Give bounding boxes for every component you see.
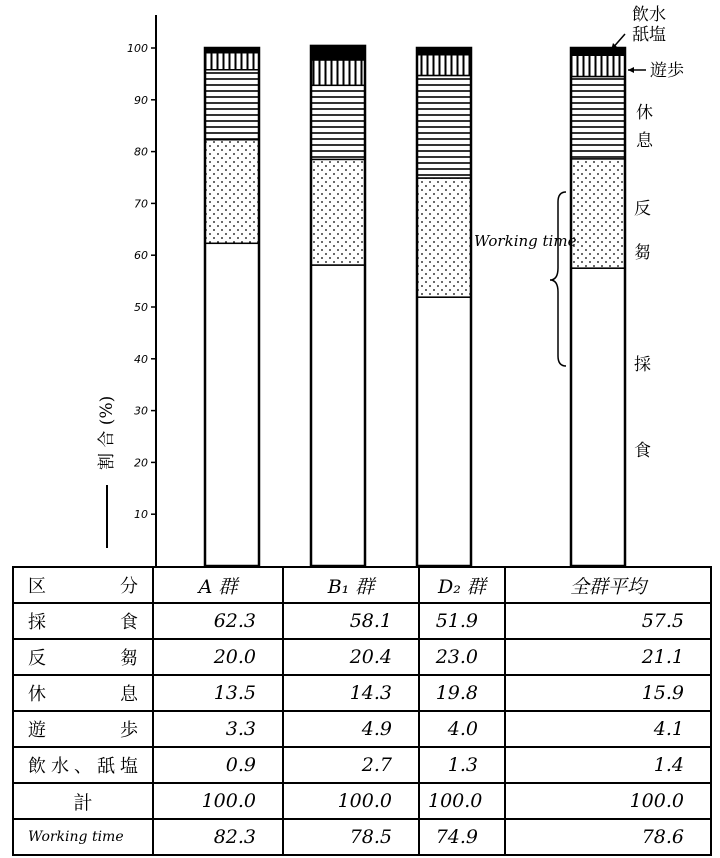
table-cell: 20.0 [153,639,283,675]
table-row [13,675,711,711]
label-shien: 舐塩 [632,25,666,45]
table-cell: 51.9 [419,603,505,639]
bar-segment [417,55,471,76]
bar-segment [571,76,625,158]
y-tick-label: 70 [134,197,148,211]
header-cell: 区 分 [13,567,153,603]
y-tick-label: 50 [134,301,148,314]
table-cell: 4.0 [419,711,505,747]
table-cell: 100.0 [283,783,419,819]
bar-segment [417,178,471,297]
table-cell: 100.0 [153,783,283,819]
table-cell: 1.3 [419,747,505,783]
header-cell: 全群平均 [505,567,711,603]
y-tick-label: 20 [134,456,148,470]
y-tick-label: 30 [134,404,148,418]
row-label: 休 息 [13,675,153,711]
table-cell: 78.5 [283,819,419,855]
label-hansu-2: 芻 [634,243,651,263]
table-cell: 14.3 [283,675,419,711]
working-time-annotation: Working time [474,232,577,250]
table-cell: 4.1 [505,711,711,747]
y-tick-label: 10 [134,508,148,522]
working-time-brace [550,192,566,366]
table-cell: 100.0 [419,783,505,819]
table-cell: 1.4 [505,747,711,783]
table-cell: 2.7 [283,747,419,783]
table-cell: 15.9 [505,675,711,711]
label-yuho: 遊歩 [650,61,684,81]
bar-segment [205,243,259,566]
bar-segment [311,159,365,265]
row-label: 飲水、舐塩 [13,747,153,783]
table-cell: 19.8 [419,675,505,711]
arrowhead-yuho [628,67,634,73]
table-row [13,711,711,747]
bar-segment [205,140,259,244]
label-saishoku-1: 採 [634,355,651,375]
bar-segment [205,70,259,140]
table-row [13,747,711,783]
header-cell: A 群 [153,567,283,603]
row-label: 遊 歩 [13,711,153,747]
bar-segment [571,159,625,268]
table-row [13,603,711,639]
row-label: 反 芻 [13,639,153,675]
label-inshui: 飲水 [632,5,666,25]
table-cell: 3.3 [153,711,283,747]
row-label: 採 食 [13,603,153,639]
bar-segment [417,297,471,566]
table-cell: 100.0 [505,783,711,819]
table-cell: 78.6 [505,819,711,855]
bars-group [205,46,625,566]
bar-segment [311,265,365,566]
table-header-row [13,567,711,603]
table-cell: 62.3 [153,603,283,639]
bar-segment [205,53,259,70]
table-row-total [13,783,711,819]
header-cell: D₂ 群 [419,567,505,603]
table-cell: 20.4 [283,639,419,675]
table-cell: 74.9 [419,819,505,855]
bar-segment [571,55,625,76]
label-hansu-1: 反 [634,199,651,219]
y-tick-label: 90 [134,93,148,107]
table-cell: 82.3 [153,819,283,855]
table-cell: 21.1 [505,639,711,675]
table-row [13,639,711,675]
bar-segment [311,85,365,159]
label-saishoku-2: 食 [634,441,651,461]
bar-segment [311,60,365,85]
row-label: Working time [13,819,153,855]
table-cell: 0.9 [153,747,283,783]
label-kyusoku-2: 息 [636,131,653,151]
bar-segment [571,268,625,566]
header-cell: B₁ 群 [283,567,419,603]
data-table [12,566,712,856]
table-cell: 58.1 [283,603,419,639]
table-cell: 4.9 [283,711,419,747]
bar-segment [311,46,365,60]
row-label: 計 [13,783,153,819]
table-cell: 23.0 [419,639,505,675]
table-cell: 13.5 [153,675,283,711]
table-row-working-time [13,819,711,855]
y-tick-label: 40 [134,352,148,366]
y-tick-label: 80 [134,145,148,159]
y-tick-label: 100 [127,42,148,55]
y-axis-ticks [127,42,156,521]
table-cell: 57.5 [505,603,711,639]
y-axis-title: 割 合 (%) [97,395,117,470]
y-tick-label: 60 [134,249,148,263]
bar-segment [417,75,471,178]
label-kyusoku-1: 休 [636,103,653,123]
